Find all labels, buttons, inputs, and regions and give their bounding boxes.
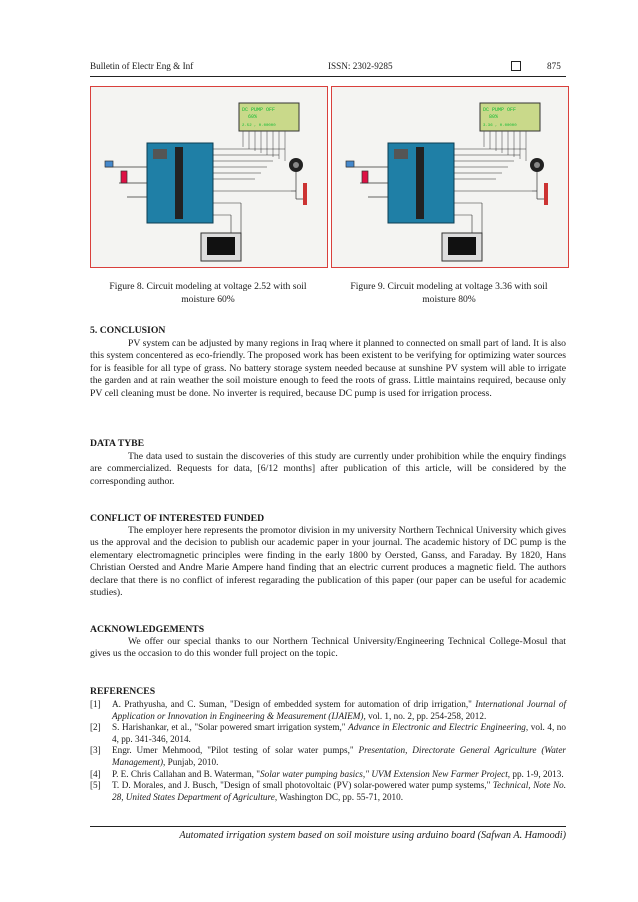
reference-text: T. D. Morales, and J. Busch, "Design of small photovoltaic (PV) solar-powered water pump systems," <box>112 780 493 791</box>
caption-line: Figure 9. Circuit modeling at voltage 3.36 with soil <box>350 281 548 292</box>
reference-text: Engr. Umer Mehmood, "Pilot testing of solar water pumps," <box>112 745 359 756</box>
reference-text: S. Harishankar, et al., "Solar powered smart irrigation system," <box>112 722 349 733</box>
page-number: 875 <box>547 61 561 71</box>
lcd-line3: 2.52 , 0.00000 <box>242 124 276 128</box>
lcd-line1: DC PUMP OFF <box>483 107 517 113</box>
data-type-text: The data used to sustain the discoveries of this study are currently under prohibition while the enquiry findings are commercialized. Requests for data, [6/12 months] after publication of this article, will be considered by the corresponding author. <box>90 451 566 487</box>
circuit-schematic-8 <box>91 87 327 267</box>
lcd-line3: 3.36 , 0.00000 <box>483 124 517 128</box>
reference-number: [1] <box>90 699 101 709</box>
reference-details: , pp. 1-9, 2013. <box>507 768 564 779</box>
reference-details: , Punjab, 2010. <box>163 756 219 767</box>
conflict-heading: CONFLICT OF INTERESTED FUNDED <box>90 513 265 524</box>
running-header <box>90 61 566 73</box>
reference-number: [3] <box>90 745 101 756</box>
conclusion-text: PV system can be adjusted by many regions in Iraq where it planned to connected on small part of land. It is also this system concentered as eco-friendly. The proposed work has been existent to be verifying for optimizing water sources for is feasible for all type of grass. No battery storage system needed because at sunshine PV system will able to irrigate the garden and at rain weather the soil moisture enough to feed the roots of grass. Little maintains required, because only PV cell cleaning must be done. No inverter is required, because DC pump is used for irrigation process. <box>90 338 566 399</box>
reference-details: , Washington DC, pp. 55-71, 2010. <box>274 791 404 802</box>
reference-details: , vol. 4, no 4, pp. 341-346, 2014. <box>112 722 566 744</box>
reference-item <box>90 745 566 768</box>
caption-line: Figure 8. Circuit modeling at voltage 2.52 with soil <box>109 281 307 292</box>
circuit-schematic-9 <box>332 87 568 267</box>
acknowledgements-heading: ACKNOWLEDGEMENTS <box>90 624 205 635</box>
reference-venue: Technical, Note No. 28, United States Department of Agriculture <box>112 780 566 802</box>
references-heading: REFERENCES <box>90 686 156 697</box>
figure-9-circuit <box>331 86 569 268</box>
reference-venue: Presentation, Directorate General Agriculture (Water Management) <box>112 745 566 767</box>
lcd-line2: 80% <box>489 114 499 120</box>
reference-number: [5] <box>90 780 101 791</box>
header-rule <box>90 76 566 77</box>
reference-item <box>90 722 566 745</box>
figure-9-caption <box>331 281 567 306</box>
reference-item <box>90 780 566 803</box>
reference-item <box>90 699 566 722</box>
references-list <box>90 699 566 803</box>
acknowledgements-text: We offer our special thanks to our Northern Technical University/Engineering Technical College-Mosul that gives us the occasion to do this wonder full project on the topic. <box>90 636 566 660</box>
reference-number: [4] <box>90 768 101 779</box>
reference-item <box>90 769 566 781</box>
journal-name: Bulletin of Electr Eng & Inf <box>90 61 194 71</box>
conflict-text: The employer here represents the promotor division in my university Northern Technical University which gives us the approval and the decision to publish our academic paper in your journal. The academic history of DC pump is the elementary electromagnetic principles were finding in the early 1800 by Oersted, Ganss, and Faraday. By 1820, Hans Christian Oersted and Andre Marie Ampere hand finding that an electric current produces a magnetic field. The authors declare that there is no conflict of inferest regarading the publication of this paper (our paper can be useful for academic studies). <box>90 525 566 599</box>
reference-details: , vol. 1, no. 2, pp. 254-258, 2012. <box>363 710 487 721</box>
caption-line: moisture 80% <box>422 293 476 305</box>
figure-8-circuit <box>90 86 328 268</box>
figure-8-caption <box>90 281 326 306</box>
running-footer: Automated irrigation system based on soil moisture using arduino board (Safwan A. Hamoodi) <box>179 830 566 841</box>
lcd-line1: DC PUMP OFF <box>242 107 276 113</box>
reference-venue: Advance in Electronic and Electric Engineering <box>348 722 526 733</box>
reference-text: P. E. Chris Callahan and B. Waterman, " <box>112 768 261 779</box>
footer-rule <box>90 826 566 827</box>
issn: ISSN: 2302-9285 <box>328 61 393 71</box>
data-type-heading: DATA TYBE <box>90 438 145 449</box>
conclusion-heading: 5. CONCLUSION <box>90 325 166 336</box>
caption-line: moisture 60% <box>181 293 235 305</box>
reference-venue: Solar water pumping basics," UVM Extension New Farmer Project <box>260 768 508 779</box>
reference-number: [2] <box>90 722 101 733</box>
lcd-line2: 60% <box>248 114 258 120</box>
reference-venue: International Journal of Application or Innovation in Engineering & Measurement (IJAIEM) <box>112 699 566 721</box>
reference-text: A. Prathyusha, and C. Suman, "Design of embedded system for automation of drip irrigation," <box>112 699 476 709</box>
